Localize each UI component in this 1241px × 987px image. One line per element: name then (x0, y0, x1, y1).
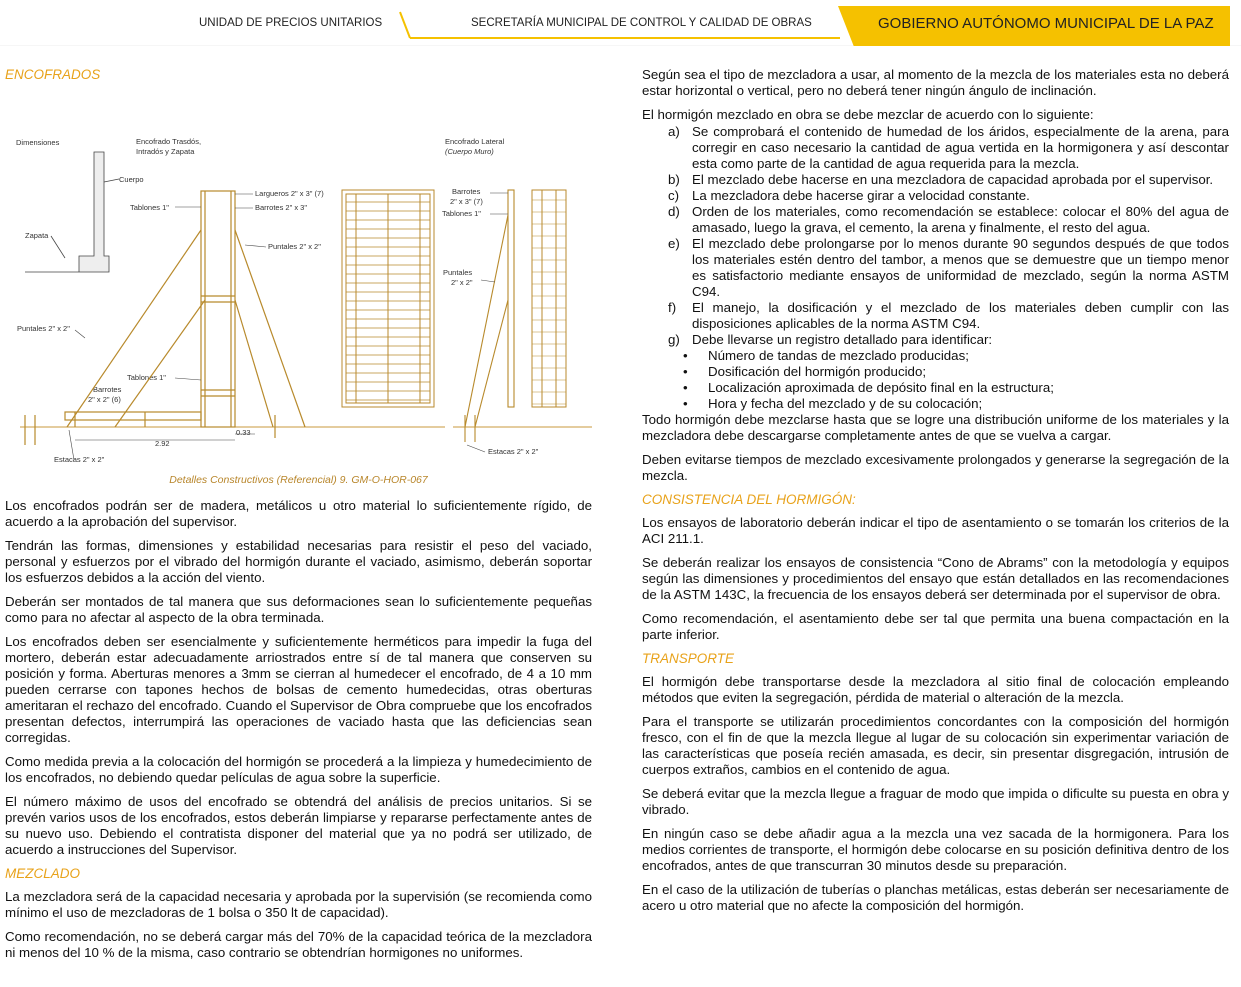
fig-label-trasdos-2: Intradós y Zapata (136, 147, 195, 156)
wall-section-sketch (25, 152, 119, 272)
mixer-position-paragraph: Según sea el tipo de mezcladora a usar, al momento de la mezcla de los materiales esta no deberá estar horizontal o vertical, pero no deberá tener ningún ángulo de inclinación. (642, 67, 1229, 98)
uniform-mix-paragraph: Todo hormigón debe mezclarse hasta que se logre una distribución uniforme de los materiales y la mezcladora debe descargarse completamente antes de que se vuelva a cargar. (642, 412, 1229, 443)
list-item (642, 300, 1229, 332)
list-text: Debe llevarse un registro detallado para identificar: (692, 332, 993, 347)
list-item (642, 124, 1229, 172)
section-heading-mezclado: MEZCLADO (5, 866, 81, 881)
mezclado-paragraph: La mezcladora será de la capacidad necesaria y aprobada por la supervisión (se recomienda como mínimo el uso de mezcladoras de 1 bolsa o 350 lt de capacidad). (5, 889, 592, 920)
fig-label-trasdos-1: Encofrado Trasdós, (136, 137, 202, 146)
central-formwork (25, 191, 308, 445)
fig-label-zapata: Zapata (25, 231, 49, 240)
transport-p3: Se deberá evitar que la mezcla llegue a fraguar de modo que impida o dificulte su puesta en obra y vibrado. (642, 786, 1229, 817)
encofrado-paragraph: Como medida previa a la colocación del hormigón se procederá a la limpieza y humedecimiento de los encofrados, no debiendo quedar películas de agua sobre la superficie. (5, 754, 592, 785)
bullet-item: • Dosificación del hormigón producido; (642, 364, 1229, 380)
header-unit-title: UNIDAD DE PRECIOS UNITARIOS (199, 17, 383, 29)
fig-label-puntales-right: Puntales 2" x 2" (268, 242, 321, 251)
list-text: El manejo, la dosificación y el mezclado de los materiales deben cumplir con las disposiciones aplicables de la norma ASTM C94. (692, 300, 1229, 331)
fig-label-barrotes-a: Barrotes (93, 385, 122, 394)
fig-label-estacas-right: Estacas 2" x 2" (488, 447, 539, 456)
section-heading-consistencia: CONSISTENCIA DEL HORMIGÓN: (642, 492, 856, 507)
lateral-panel-front (532, 190, 566, 407)
fig-label-barrotes-b: 2" x 2" (6) (88, 395, 121, 404)
list-text: La mezcladora debe hacerse girar a velocidad constante. (692, 188, 1030, 203)
transport-p2: Para el transporte se utilizarán procedimientos concordantes con la composición del hormigón fresco, con el fin de que la mezcla llegue al lugar de su colocación sin experimentar variación de las características que poseía recién amasada, es decir, sin presentar disgregación, intrusión de cuerpos extraños, cambios en el contenido de agua. (642, 714, 1229, 777)
list-marker: b) (668, 172, 680, 187)
list-text: El mezclado debe prolongarse por lo menos durante 90 segundos después de que todos los materiales estén dentro del tambor, a menos que se demuestre que un tiempo menor es satisfactorio mediante ensayos de uniformidad de mezclado, según la norma ASTM C94. (692, 236, 1229, 299)
list-text: Se comprobará el contenido de humedad de los áridos, especialmente de la arena, para corregir en caso necesario la cantidad de agua vertida en la hormigonera y así descontar esta como parte de la cantidad de agua requerida para la mezcla. (692, 124, 1229, 171)
fig-label-puntales-left: Puntales 2" x 2" (17, 324, 70, 333)
fig-dim-033: 0.33 (236, 428, 251, 437)
record-bullets (642, 348, 1229, 412)
fig-label-lateral-2: (Cuerpo Muro) (445, 147, 494, 156)
list-item (642, 204, 1229, 236)
mezclado-paragraph: Como recomendación, no se deberá cargar más del 70% de la capacidad teórica de la mezcladora ni menos del 10 % de la misma, caso contrario se obtendrían hormigones no uniformes. (5, 929, 592, 960)
list-marker: a) (668, 124, 680, 139)
left-paragraphs (5, 498, 592, 858)
fig-label-largueros: Largueros 2" x 3" (7) (255, 189, 324, 198)
lateral-formwork (465, 190, 514, 442)
fig-label-cuerpo: Cuerpo (119, 175, 144, 184)
encofrado-paragraph: Los encofrados deben ser esencialmente y suficientemente herméticos para impedir la fuga del mortero, deberán estar adecuadamente arriostrados entre sí de tal manera que conserven su posición y forma. Aberturas menores a 3mm se cierran al humedecer el encofrado, de 4 a 10 mm pueden cerrarse con tapones hechos de bolsas de cemento humedecidas, otras oberturas ameritaran el rechazo del encofrado. Cuando el Supervisor de Obra compruebe que los encofrados presentan defectos, interrumpirá las operaciones de vaciado hasta que las deficiencias sean corregidas. (5, 634, 592, 745)
trasdos-panel (342, 190, 434, 407)
transport-p1: El hormigón debe transportarse desde la mezcladora al sitio final de colocación empleando métodos que eviten la segregación, pérdida de material o alteración de la mezcla. (642, 674, 1229, 705)
bullet-item: • Localización aproximada de depósito final en la estructura; (642, 380, 1229, 396)
encofrado-paragraph: El número máximo de usos del encofrado se obtendrá del análisis de precios unitarios. Si se prevén varios usos de los encofrados, estos deberán limpiarse y repararse perfectamente antes de su nuevo uso. Debiendo el contratista disponer del material que ya no podrá ser utilizado, de acuerdo a instrucciones del Supervisor. (5, 794, 592, 857)
bullet-item: • Hora y fecha del mezclado y de su colocación; (642, 396, 1229, 412)
fig-label-puntales-r2: 2" x 2" (451, 278, 473, 287)
fig-label-tablones-1b: Tablones 1" (127, 373, 166, 382)
mezclado-paragraphs (5, 889, 592, 961)
fig-label-lateral-1: Encofrado Lateral (445, 137, 505, 146)
segregation-paragraph: Deben evitarse tiempos de mezclado excesivamente prolongados y generarse la segregación de la mezcla. (642, 452, 1229, 483)
list-marker: d) (668, 204, 680, 219)
list-marker: c) (668, 188, 680, 203)
fig-label-barrotes-r1: Barrotes (452, 187, 481, 196)
encofrado-paragraph: Tendrán las formas, dimensiones y estabilidad necesarias para resistir el peso del vaciado, personal y esfuerzos por el vibrado del hormigón durante el vaciado, asimismo, deberán soportar los esfuerzos debidos a la acción del viento. (5, 538, 592, 585)
fig-label-tablones-1: Tablones 1" (130, 203, 169, 212)
right-column (642, 67, 1229, 922)
mixing-intro-paragraph: El hormigón mezclado en obra se debe mezclar de acuerdo con lo siguiente: (642, 107, 1094, 122)
fig-label-puntales-r1: Puntales (443, 268, 473, 277)
list-item (642, 172, 1229, 188)
bullet-item: • Número de tandas de mezclado producidas; (642, 348, 1229, 364)
encofrado-paragraph: Deberán ser montados de tal manera que sus deformaciones sean lo suficientemente pequeñas como para no afectar al aspecto de la obra terminada. (5, 594, 592, 625)
fig-label-dimensiones: Dimensiones (16, 138, 60, 147)
header-secretariat: SECRETARÍA MUNICIPAL DE CONTROL Y CALIDAD DE OBRAS (471, 17, 812, 29)
fig-dim-292: 2.92 (155, 439, 170, 448)
list-item (642, 236, 1229, 300)
page-header (0, 0, 1241, 46)
lateral-panel-boards (532, 200, 566, 404)
fig-label-barrotes-r2: 2" x 3" (7) (450, 197, 483, 206)
list-item (642, 188, 1229, 204)
consistency-p3: Como recomendación, el asentamiento debe ser tal que permita una buena compactación en la parte inferior. (642, 611, 1229, 642)
figure-caption: Detalles Constructivos (Referencial) 9. GM-O-HOR-067 (169, 474, 428, 486)
transport-p4: En ningún caso se debe añadir agua a la mezcla una vez sacada de la hormigonera. Para los medios corrientes de transporte, el hormigón debe colocarse en su posición definitiva dentro de los encofrados, antes de que transcurran 30 minutos desde su preparación. (642, 826, 1229, 873)
list-text: El mezclado debe hacerse en una mezcladora de capacidad aprobada por el supervisor. (692, 172, 1214, 187)
transport-p5: En el caso de la utilización de tuberías o planchas metálicas, estas deberán ser necesariamente de acero u otro material que no afecte la composición del hormigón. (642, 882, 1229, 913)
encofrado-paragraph: Los encofrados podrán ser de madera, metálicos u otro material lo suficientemente rígido, de acuerdo a la aprobación del supervisor. (5, 498, 592, 529)
consistency-p1: Los ensayos de laboratorio deberán indicar el tipo de asentamiento o se tomarán los criterios de la ACI 211.1. (642, 515, 1229, 546)
section-heading-transporte: TRANSPORTE (642, 651, 735, 666)
list-text: Orden de los materiales, como recomendación se establece: colocar el 80% del agua de amasado, luego la grava, el cemento, la arena y finalmente, el resto del agua. (692, 204, 1229, 235)
consistency-p2: Se deberán realizar los ensayos de consistencia “Cono de Abrams” con la metodología y equipos según las dimensiones y procedimientos del ensayo que están detallados en las recomendaciones de la ASTM 143C, la frecuencia de los ensayos deberá ser determinada por el supervisor de obra. (642, 555, 1229, 602)
section-heading-encofrados: ENCOFRADOS (5, 67, 101, 82)
mixing-requirements-list (642, 124, 1229, 348)
fig-label-estacas-left: Estacas 2" x 2" (54, 455, 105, 464)
formwork-figure (5, 90, 592, 470)
list-marker: e) (668, 236, 680, 251)
list-item (642, 332, 1229, 348)
header-government: GOBIERNO AUTÓNOMO MUNICIPAL DE LA PAZ (878, 15, 1214, 32)
left-column (5, 67, 592, 969)
list-marker: f) (668, 300, 677, 315)
fig-label-barrotes-2x3: Barrotes 2" x 3" (255, 203, 308, 212)
fig-label-tablones-1c: Tablones 1" (442, 209, 481, 218)
list-marker: g) (668, 332, 680, 347)
